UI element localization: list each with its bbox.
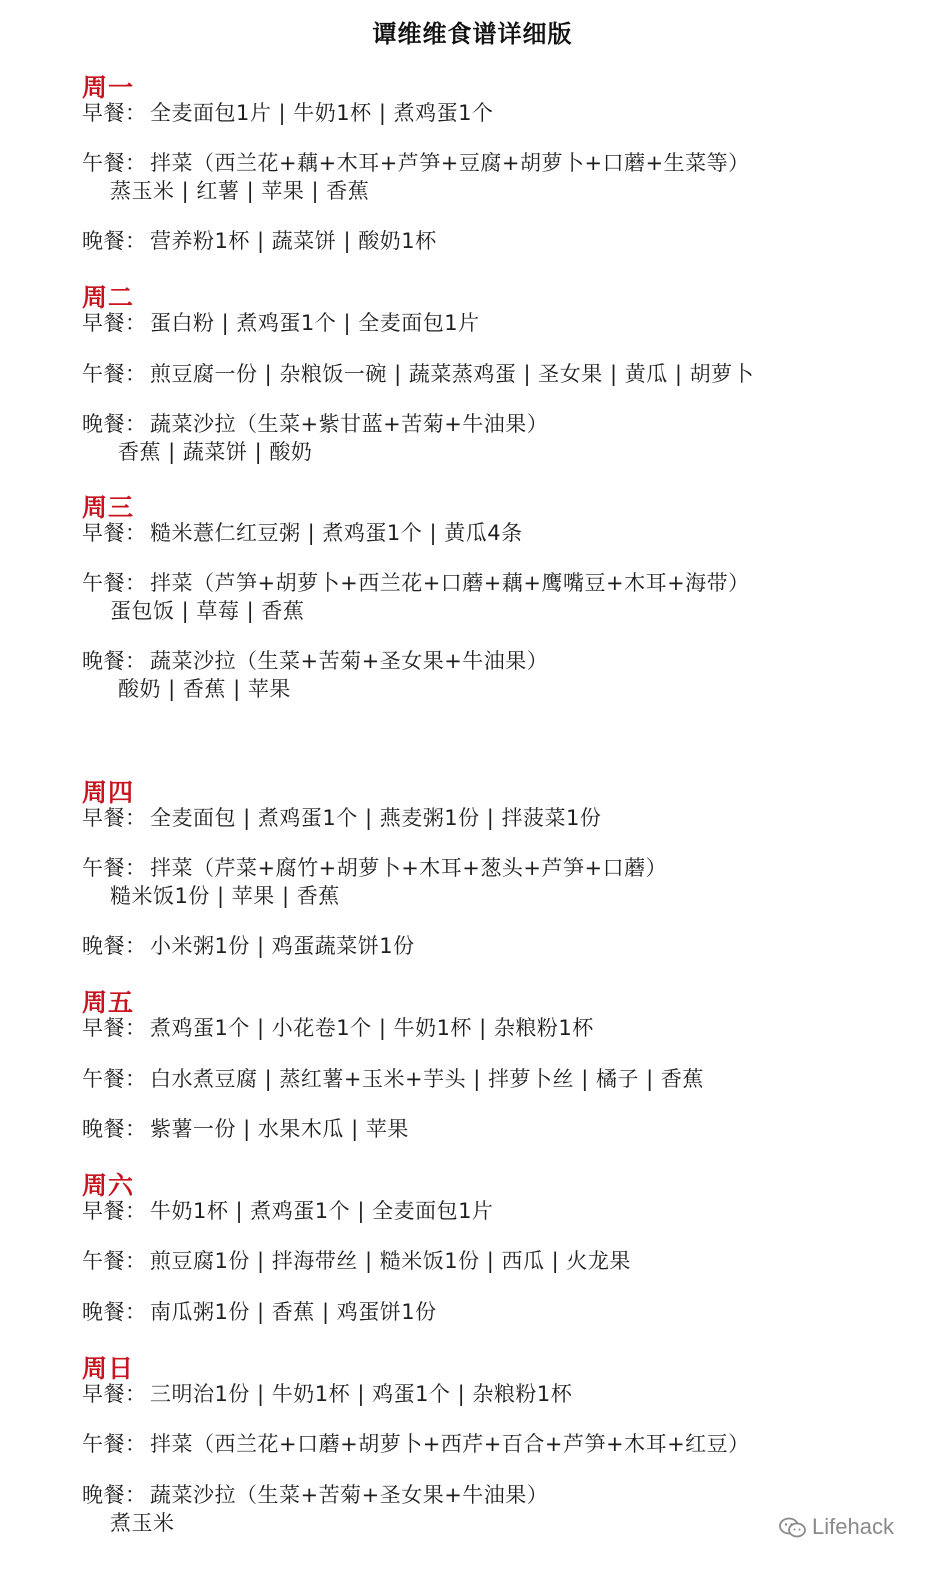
meal-text: 全麦面包1片 | 牛奶1杯 | 煮鸡蛋1个 [150, 101, 494, 125]
meal-text: 全麦面包 | 煮鸡蛋1个 | 燕麦粥1份 | 拌菠菜1份 [150, 806, 602, 830]
page-title: 谭维维食谱详细版 [372, 20, 573, 48]
meal-text: 白水煮豆腐 | 蒸红薯+玉米+芋头 | 拌萝卜丝 | 橘子 | 香蕉 [150, 1067, 704, 1091]
meal-text: 拌菜（西兰花+口蘑+胡萝卜+西芹+百合+芦笋+木耳+红豆） [150, 1432, 750, 1456]
meal-label: 早餐： [82, 1199, 147, 1223]
dinner-row [82, 1115, 409, 1143]
meal-text: 牛奶1杯 | 煮鸡蛋1个 | 全麦面包1片 [150, 1199, 494, 1223]
meal-label: 晚餐： [82, 1483, 147, 1507]
meal-text: 拌菜（西兰花+藕+木耳+芦笋+豆腐+胡萝卜+口蘑+生菜等） [150, 151, 750, 175]
meal-label: 午餐： [82, 151, 147, 175]
day-heading-sat: 周六 [82, 1171, 135, 1200]
day-heading-fri: 周五 [82, 988, 135, 1017]
dinner-continuation: 煮玉米 [110, 1511, 175, 1535]
breakfast-row [82, 804, 601, 832]
meal-label: 午餐： [82, 362, 147, 386]
meal-label: 午餐： [82, 1249, 147, 1273]
meal-label: 午餐： [82, 1067, 147, 1091]
dinner-continuation: 酸奶 | 香蕉 | 苹果 [118, 677, 291, 701]
wechat-icon [778, 1514, 812, 1539]
meal-label: 晚餐： [82, 229, 147, 253]
meal-text: 蔬菜沙拉（生菜+苦菊+圣女果+牛油果） [150, 649, 549, 673]
watermark [778, 1514, 894, 1540]
meal-text: 煎豆腐1份 | 拌海带丝 | 糙米饭1份 | 西瓜 | 火龙果 [150, 1249, 631, 1273]
dinner-row [82, 227, 437, 255]
meal-text: 糙米薏仁红豆粥 | 煮鸡蛋1个 | 黄瓜4条 [150, 521, 523, 545]
meal-text: 紫薯一份 | 水果木瓜 | 苹果 [150, 1117, 409, 1141]
lunch-row [82, 1430, 750, 1458]
breakfast-row [82, 1197, 493, 1225]
lunch-row [82, 149, 750, 177]
day-heading-mon: 周一 [82, 73, 135, 102]
meal-text: 煮鸡蛋1个 | 小花卷1个 | 牛奶1杯 | 杂粮粉1杯 [150, 1016, 594, 1040]
meal-label: 晚餐： [82, 412, 147, 436]
meal-text: 蔬菜沙拉（生菜+苦菊+圣女果+牛油果） [150, 1483, 549, 1507]
dinner-row [82, 1298, 437, 1326]
dinner-row [82, 410, 548, 438]
lunch-row [82, 854, 667, 882]
meal-text: 蔬菜沙拉（生菜+紫甘蓝+苦菊+牛油果） [150, 412, 549, 436]
meal-text: 蛋白粉 | 煮鸡蛋1个 | 全麦面包1片 [150, 311, 480, 335]
meal-label: 早餐： [82, 806, 147, 830]
lunch-continuation: 蛋包饭 | 草莓 | 香蕉 [110, 599, 305, 623]
meal-label: 晚餐： [82, 1300, 147, 1324]
meal-label: 早餐： [82, 1016, 147, 1040]
meal-label: 晚餐： [82, 649, 147, 673]
meal-text: 南瓜粥1份 | 香蕉 | 鸡蛋饼1份 [150, 1300, 437, 1324]
meal-label: 早餐： [82, 311, 147, 335]
breakfast-row [82, 1380, 572, 1408]
meal-label: 午餐： [82, 571, 147, 595]
breakfast-row [82, 309, 480, 337]
lunch-row [82, 569, 750, 597]
lunch-row [82, 1065, 704, 1093]
meal-text: 拌菜（芦笋+胡萝卜+西兰花+口蘑+藕+鹰嘴豆+木耳+海带） [150, 571, 750, 595]
day-heading-wed: 周三 [82, 493, 135, 522]
dinner-row [82, 647, 548, 675]
breakfast-row [82, 519, 523, 547]
meal-label: 晚餐： [82, 1117, 147, 1141]
meal-label: 早餐： [82, 101, 147, 125]
meal-label: 午餐： [82, 1432, 147, 1456]
day-heading-thu: 周四 [82, 778, 135, 807]
dinner-row [82, 1481, 548, 1509]
meal-text: 拌菜（芹菜+腐竹+胡萝卜+木耳+葱头+芦笋+口蘑） [150, 856, 668, 880]
day-heading-tue: 周二 [82, 283, 135, 312]
lunch-continuation: 蒸玉米 | 红薯 | 苹果 | 香蕉 [110, 179, 370, 203]
meal-label: 晚餐： [82, 934, 147, 958]
breakfast-row [82, 1014, 594, 1042]
breakfast-row [82, 99, 493, 127]
meal-label: 早餐： [82, 521, 147, 545]
meal-text: 三明治1份 | 牛奶1杯 | 鸡蛋1个 | 杂粮粉1杯 [150, 1382, 573, 1406]
day-heading-sun: 周日 [82, 1354, 135, 1383]
watermark-text: Lifehack [812, 1514, 894, 1539]
meal-text: 煎豆腐一份 | 杂粮饭一碗 | 蔬菜蒸鸡蛋 | 圣女果 | 黄瓜 | 胡萝卜 [150, 362, 755, 386]
meal-text: 小米粥1份 | 鸡蛋蔬菜饼1份 [150, 934, 415, 958]
lunch-row [82, 360, 754, 388]
meal-text: 营养粉1杯 | 蔬菜饼 | 酸奶1杯 [150, 229, 437, 253]
meal-label: 午餐： [82, 856, 147, 880]
dinner-row [82, 932, 415, 960]
lunch-continuation: 糙米饭1份 | 苹果 | 香蕉 [110, 884, 340, 908]
meal-label: 早餐： [82, 1382, 147, 1406]
lunch-row [82, 1247, 631, 1275]
dinner-continuation: 香蕉 | 蔬菜饼 | 酸奶 [118, 440, 313, 464]
